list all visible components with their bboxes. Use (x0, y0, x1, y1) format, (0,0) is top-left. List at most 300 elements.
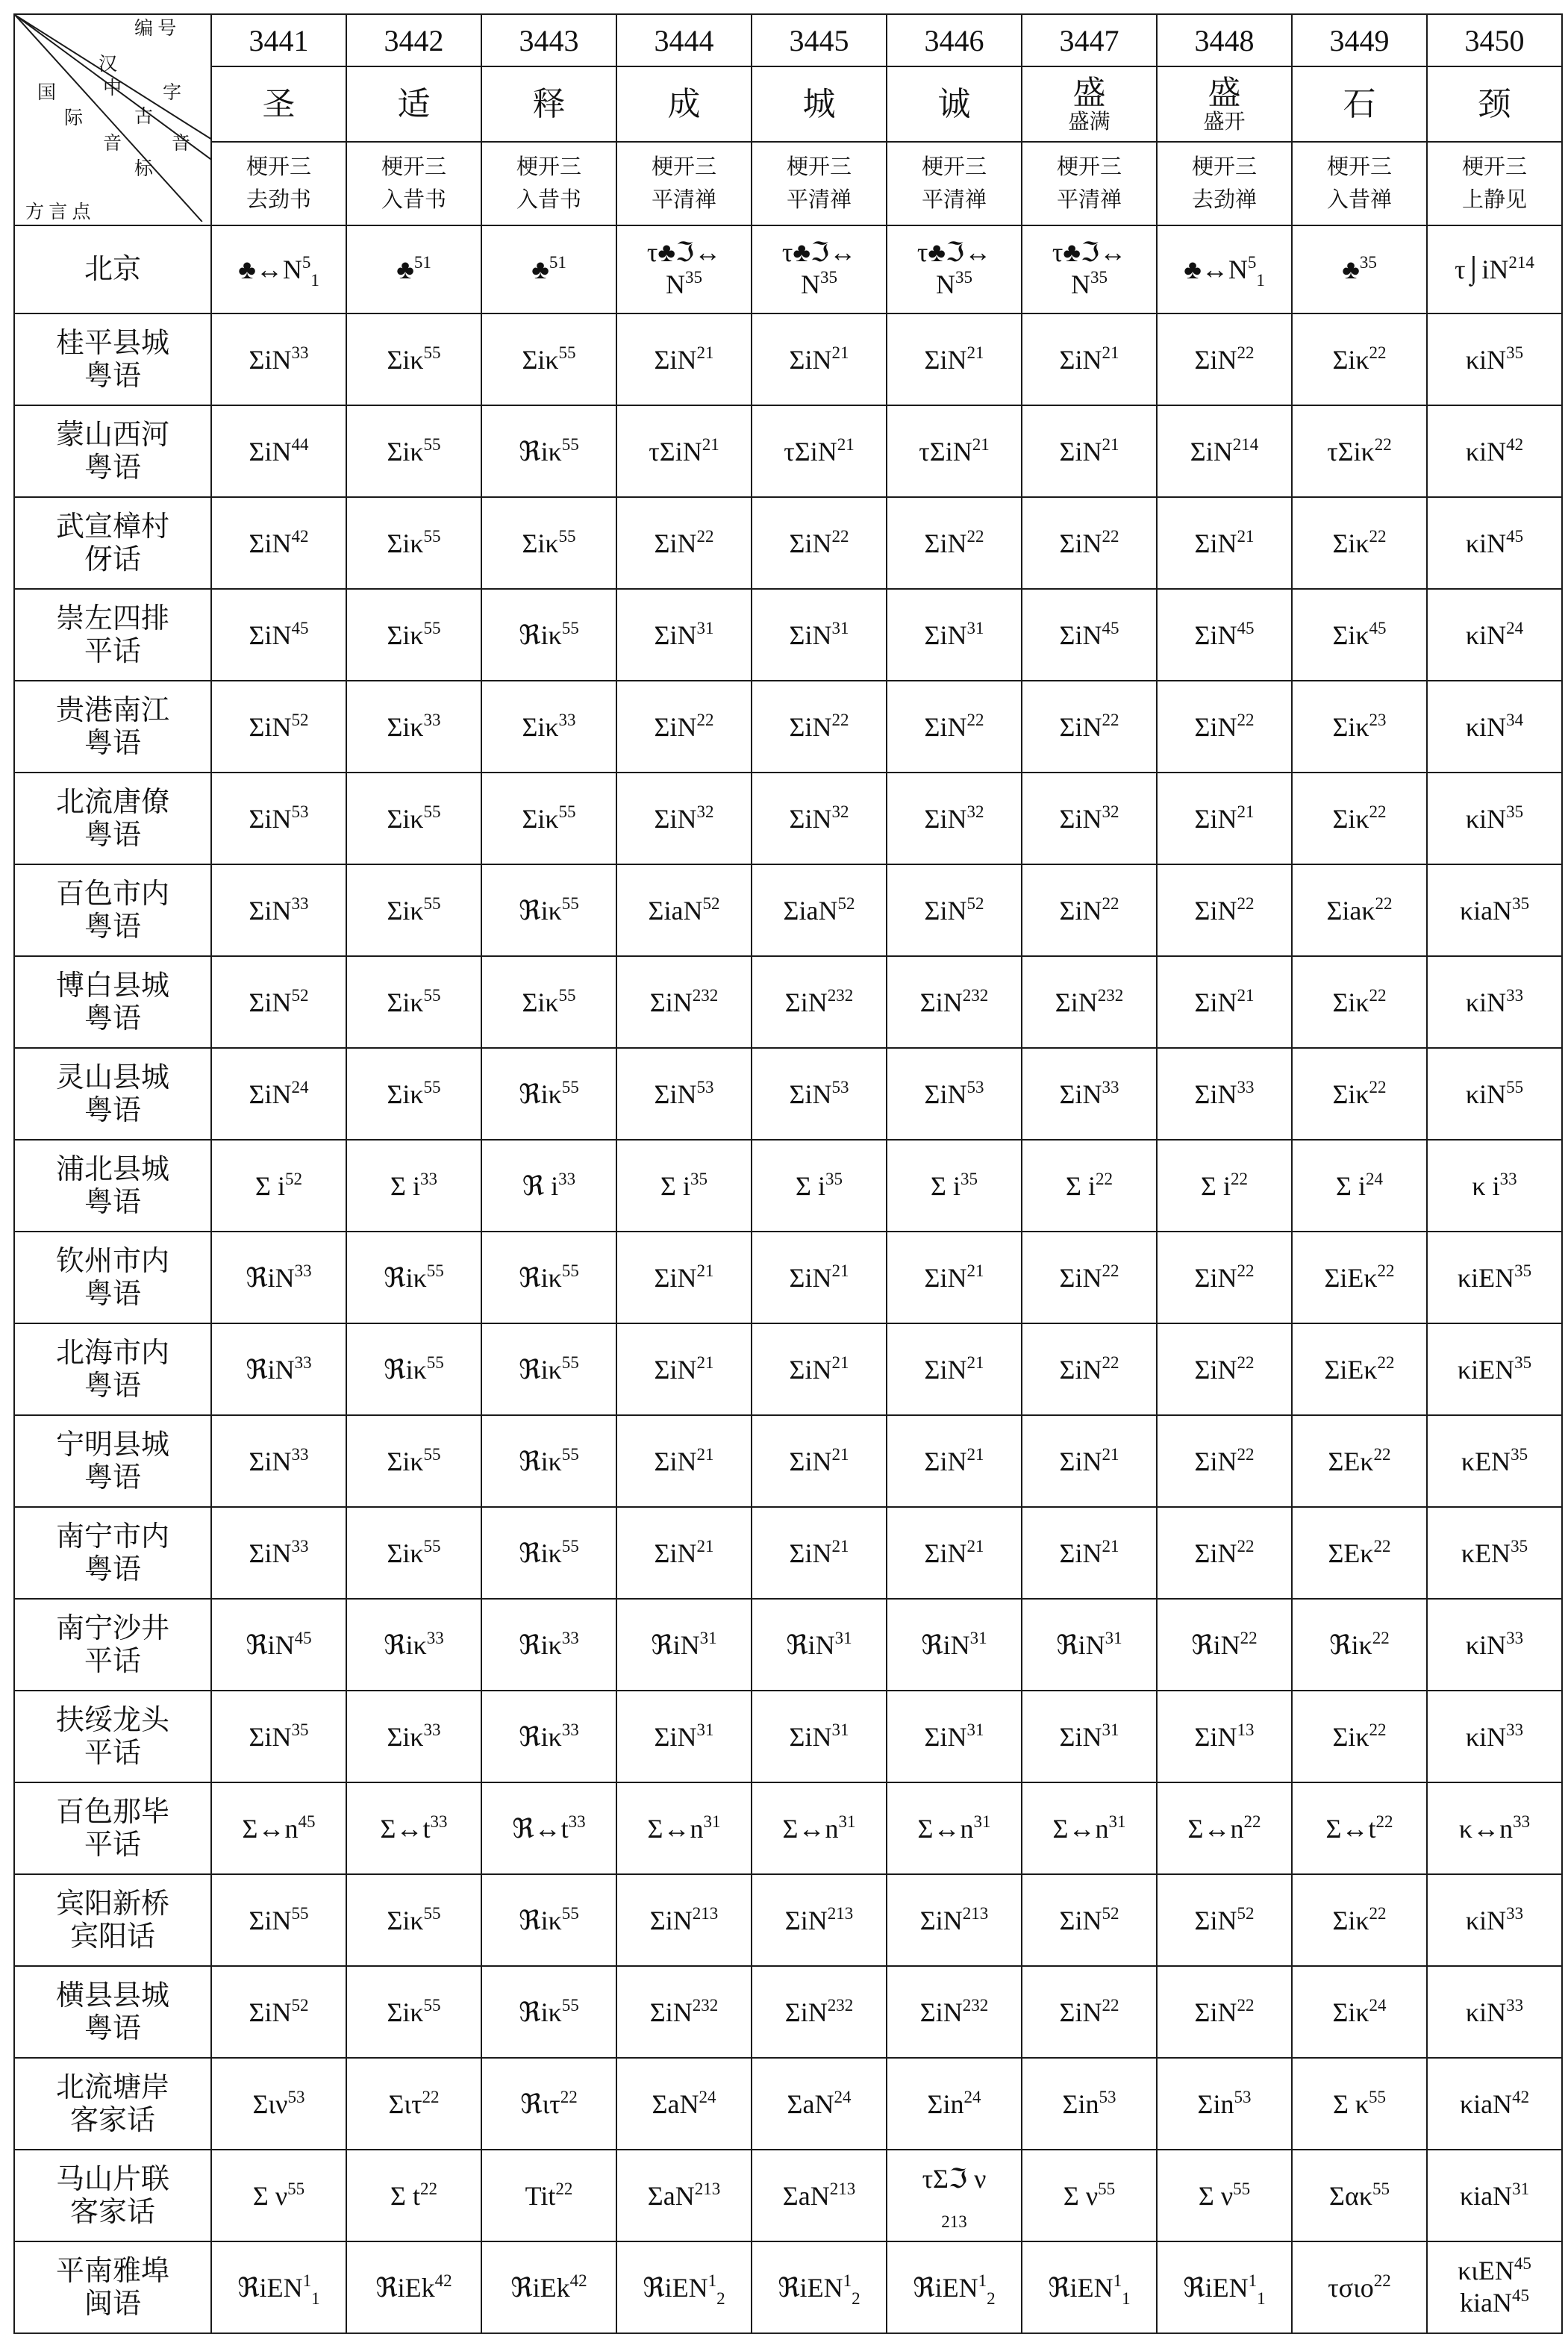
tone-value: 22 (1237, 1352, 1255, 1372)
pronunciation-main (1195, 345, 1255, 375)
pronunciation-text: ΣiN (1059, 528, 1102, 558)
pronunciation-cell (1022, 1140, 1157, 1232)
pronunciation-cell (1157, 1232, 1292, 1323)
pronunciation-text: ♣ (1342, 255, 1360, 284)
tone-value: 1 (978, 2271, 987, 2290)
pronunciation-text: ℜ i (522, 1170, 559, 1201)
pronunciation-cell (1292, 589, 1427, 681)
pronunciation-text: ΣiN (1194, 987, 1237, 1017)
pronunciation-text: kiaN (1460, 2287, 1512, 2318)
tone-subscript: 213 (941, 2212, 967, 2231)
mc-tone-initial: 入昔书 (381, 188, 446, 212)
tone-value: 53 (966, 1077, 984, 1096)
tone-value: 22 (1369, 1903, 1387, 1923)
column-number: 3441 (211, 14, 346, 66)
mc-tone-initial: 平清禅 (921, 188, 987, 212)
pronunciation-text: ΣiN (924, 620, 967, 650)
column-middle-chinese (1292, 142, 1427, 225)
pronunciation-text: Σiκ (1332, 620, 1369, 650)
pronunciation-main (1188, 1814, 1261, 1844)
pronunciation-main (928, 2089, 981, 2119)
tone-value: 22 (696, 710, 714, 729)
tone-value: 22 (1374, 434, 1392, 454)
tone-value: 22 (1369, 526, 1387, 546)
pronunciation-main (519, 893, 579, 926)
tone-value: 35 (291, 1720, 309, 1739)
pronunciation-cell (1292, 1415, 1427, 1507)
location-line: 桂平县城 (55, 327, 169, 359)
pronunciation-main (784, 434, 855, 467)
tone-value: 23 (1369, 710, 1387, 729)
mc-tone-initial: 去劲书 (246, 188, 311, 212)
dialect-row (14, 2241, 1562, 2333)
tone-value: 22 (1237, 1995, 1255, 2015)
tone-value: 45 (291, 618, 309, 637)
pronunciation-cell (752, 1691, 887, 1782)
character: 盛 (1208, 74, 1241, 111)
tone-value: 55 (558, 985, 576, 1005)
pronunciation-main (1060, 528, 1119, 558)
tone-value: 31 (966, 1720, 984, 1739)
pronunciation-text: Σ ν (252, 2180, 288, 2211)
pronunciation-cell (1427, 2241, 1562, 2333)
pronunciation-text: ΣiN (789, 1446, 832, 1476)
pronunciation-text: ΣiN (654, 528, 697, 558)
pronunciation-main (783, 1814, 856, 1844)
tone-value: 53 (696, 1077, 714, 1096)
pronunciation-cell (1427, 2150, 1562, 2241)
pronunciation-main (1059, 1903, 1119, 1935)
pronunciation-main (1063, 2181, 1115, 2211)
pronunciation-main (920, 1997, 988, 2027)
location-line: 宾阳新桥 (55, 1888, 169, 1920)
column-character (887, 66, 1022, 142)
character: 圣 (262, 85, 296, 122)
tone-value: 22 (1237, 1536, 1255, 1556)
pronunciation-cell (1157, 1966, 1292, 2058)
pronunciation-text: ♣↔N (238, 255, 302, 284)
location-line: 闽语 (84, 2288, 141, 2320)
corner-zi-label: 字 (163, 83, 182, 103)
pronunciation-cell (616, 2150, 752, 2241)
pronunciation-main (387, 1903, 441, 1935)
tone-value: 55 (423, 985, 441, 1005)
pronunciation-main (925, 1263, 984, 1293)
pronunciation-cell (752, 1874, 887, 1966)
pronunciation-main (519, 1997, 578, 2027)
tone-value: 24 (1365, 1169, 1383, 1188)
location-line: 南宁市内 (55, 1520, 169, 1553)
pronunciation-text: ΣiN (654, 711, 697, 742)
pronunciation-text: ΣiN (1055, 987, 1098, 1017)
pronunciation-main (790, 712, 849, 742)
tone-value: 31 (696, 1720, 714, 1739)
pronunciation-cell (481, 313, 616, 405)
pronunciation-text: Tit (525, 2180, 556, 2211)
pronunciation-cell (887, 864, 1022, 956)
pronunciation-main (519, 1538, 578, 1568)
column-number: 3448 (1157, 14, 1292, 66)
pronunciation-text: ΣiN (654, 1446, 697, 1476)
corner-han-label: 汉 (99, 54, 118, 75)
pronunciation-upper (1428, 2253, 1561, 2285)
column-character (481, 66, 616, 142)
dialect-location (14, 773, 211, 864)
location-line: 平话 (84, 635, 141, 667)
pronunciation-main (1466, 804, 1523, 834)
pronunciation-main (655, 620, 714, 650)
pronunciation-main (924, 1352, 984, 1385)
pronunciation-cell (1427, 1140, 1562, 1232)
pronunciation-main (924, 893, 984, 926)
pronunciation-text: τσιο (1328, 2272, 1374, 2303)
tone-value: 22 (419, 2179, 437, 2198)
pronunciation-main (1059, 434, 1119, 467)
location-line: 平南雅埠 (55, 2255, 169, 2287)
tone-value: 214 (1232, 434, 1259, 454)
tone-value: 33 (426, 1628, 444, 1647)
pronunciation-main (1332, 712, 1386, 742)
pronunciation-text: Σ↔n (917, 1813, 974, 1844)
corner-yin2-label: 音 (172, 134, 191, 154)
pronunciation-text: ΣEκ (1328, 1538, 1374, 1568)
pronunciation-cell (616, 313, 752, 405)
pronunciation-cell (616, 589, 752, 681)
tone-value: 22 (1237, 1444, 1255, 1464)
pronunciation-text: Σ t (390, 2180, 420, 2211)
pronunciation-main (384, 1352, 444, 1385)
pronunciation-text: N (801, 269, 820, 299)
tone-value: 31 (834, 1628, 852, 1647)
pronunciation-cell (1427, 1599, 1562, 1691)
mc-tone-initial: 入昔书 (516, 188, 581, 212)
tone-value: 52 (284, 1169, 302, 1188)
pronunciation-text: κiN (1465, 987, 1507, 1017)
tone-value: 22 (1095, 1169, 1113, 1188)
pronunciation-cell (616, 1966, 752, 2058)
dialect-row (14, 1048, 1562, 1140)
pronunciation-cell (887, 1048, 1022, 1140)
dialect-location (14, 2058, 211, 2150)
tone-value: 22 (1375, 1812, 1393, 1831)
pronunciation-main (790, 1722, 849, 1752)
pronunciation-cell (1022, 2150, 1157, 2241)
mc-rhyme-group: 梗开三 (516, 155, 581, 179)
tone-value: 33 (558, 710, 576, 729)
pronunciation-text: Σ↔t (380, 1813, 431, 1844)
pronunciation-text: ΣiN (249, 1905, 292, 1935)
tone-value: 22 (1237, 1261, 1255, 1280)
tone-value: 55 (423, 618, 441, 637)
dialect-row (14, 313, 1562, 405)
pronunciation-text: ΣiN (1059, 436, 1102, 467)
pronunciation-cell (616, 1782, 752, 1874)
pronunciation-main (784, 1903, 854, 1935)
pronunciation-cell (1022, 497, 1157, 589)
pronunciation-cell (752, 225, 887, 313)
tone-subscript: 1 (1122, 2288, 1131, 2308)
pronunciation-cell (481, 864, 616, 956)
mc-tone-initial: 去劲禅 (1191, 188, 1257, 212)
pronunciation-text: ΣaN (787, 2088, 834, 2119)
pronunciation-cell (1157, 864, 1292, 956)
pronunciation-main (925, 1538, 984, 1568)
pronunciation-text: Σiaκ (1326, 895, 1375, 926)
tone-value: 55 (558, 343, 576, 362)
pronunciation-text: κiN (1465, 1079, 1507, 1109)
pronunciation-cell (1292, 2058, 1427, 2150)
pronunciation-main (1342, 255, 1377, 284)
pronunciation-main (1459, 1814, 1530, 1844)
tone-value: 35 (820, 268, 837, 287)
tone-value: 22 (1373, 1536, 1391, 1556)
pronunciation-text: Σiκ (387, 1721, 424, 1752)
pronunciation-cell (1157, 2058, 1292, 2150)
pronunciation-main (925, 1079, 984, 1109)
mc-tone-initial: 平清禅 (1056, 188, 1122, 212)
pronunciation-main (1332, 1903, 1387, 1935)
pronunciation-main (925, 804, 984, 834)
tone-value: 32 (831, 802, 849, 821)
pronunciation-main (522, 345, 575, 375)
pronunciation-cell (1022, 1782, 1157, 1874)
dialect-location (14, 1323, 211, 1415)
pronunciation-text: ℜiN (246, 1262, 295, 1293)
pronunciation-text: Σ i (1336, 1170, 1366, 1201)
tone-value: 22 (1237, 893, 1255, 913)
pronunciation-main (1059, 1444, 1119, 1476)
tone-value: 52 (291, 1995, 309, 2015)
pronunciation-main (648, 893, 720, 926)
pronunciation-main (1328, 1444, 1391, 1476)
tone-value: 55 (561, 618, 579, 637)
tone-value: 22 (1102, 710, 1119, 729)
tone-value: 21 (966, 1261, 984, 1280)
pronunciation-main (387, 987, 440, 1017)
pronunciation-text: ΣiN (1194, 1446, 1237, 1476)
pronunciation-text: ℜiN (921, 1629, 970, 1660)
pronunciation-cell (1022, 1691, 1157, 1782)
pronunciation-main (1060, 1263, 1119, 1293)
pronunciation-main (1455, 255, 1534, 284)
pronunciation-main (1332, 804, 1386, 834)
pronunciation-text: ℜiN (246, 1629, 295, 1660)
pronunciation-cell (211, 681, 346, 773)
pronunciation-main (1466, 987, 1523, 1017)
tone-value: 52 (1237, 1903, 1255, 1923)
pronunciation-cell (1022, 773, 1157, 864)
pronunciation-main (790, 1263, 849, 1293)
pronunciation-text: ℜiκ (519, 1997, 562, 2027)
tone-value: 35 (1514, 1261, 1532, 1280)
tone-value: 22 (1102, 526, 1119, 546)
pronunciation-text: N (936, 269, 955, 299)
pronunciation-cell (1427, 1691, 1562, 1782)
pronunciation-cell (211, 956, 346, 1048)
pronunciation-upper (887, 2164, 1021, 2194)
mc-rhyme-group: 梗开三 (1461, 155, 1527, 179)
location-line: 平话 (84, 1645, 141, 1677)
pronunciation-main (654, 1352, 714, 1385)
pronunciation-cell (211, 2150, 346, 2241)
tone-value: 33 (1506, 1628, 1524, 1647)
pronunciation-text: Σiκ (387, 344, 424, 375)
pronunciation-main (388, 2089, 439, 2119)
column-middle-chinese (481, 142, 616, 225)
pronunciation-main (381, 1814, 448, 1844)
pronunciation-cell (1292, 1048, 1427, 1140)
pronunciation-cell (1157, 497, 1292, 589)
pronunciation-main (1332, 1722, 1386, 1752)
location-line: 粤语 (84, 1002, 141, 1035)
pronunciation-main (249, 345, 309, 375)
pronunciation-text: ΣiN (1194, 620, 1237, 650)
tone-value: 35 (1359, 253, 1377, 272)
pronunciation-text: κiN (1465, 1721, 1507, 1752)
pronunciation-cell (1157, 589, 1292, 681)
pronunciation-cell (1157, 1507, 1292, 1599)
pronunciation-text: Σiκ (1332, 711, 1369, 742)
pronunciation-main (1199, 2181, 1250, 2211)
pronunciation-main (789, 1352, 849, 1385)
pronunciation-main (1063, 2089, 1116, 2119)
pronunciation-cell (887, 1691, 1022, 1782)
pronunciation-text: Σiκ (1332, 1997, 1369, 2027)
character: 释 (532, 85, 566, 122)
tone-value: 22 (1102, 893, 1119, 913)
tone-value: 21 (702, 434, 719, 454)
pronunciation-cell (1292, 773, 1427, 864)
pronunciation-text: ΣiN (654, 803, 697, 834)
pronunciation-text: ΣiN (249, 620, 292, 650)
pronunciation-text: ΣiN (789, 1262, 832, 1293)
tone-value: 21 (1237, 526, 1255, 546)
character: 适 (397, 85, 431, 122)
pronunciation-text: ΣiN (1194, 1997, 1237, 2027)
pronunciation-main (1328, 1538, 1390, 1568)
location-line: 粤语 (84, 1186, 141, 1218)
pronunciation-cell (1427, 313, 1562, 405)
pronunciation-main (920, 987, 988, 1017)
tone-value: 32 (1102, 802, 1119, 821)
pronunciation-text: ℜiκ (519, 1262, 562, 1293)
pronunciation-cell (752, 1782, 887, 1874)
pronunciation-main (255, 1171, 302, 1201)
pronunciation-cell (887, 1966, 1022, 2058)
pronunciation-cell (1022, 313, 1157, 405)
pronunciation-text: ΣiN (1194, 895, 1237, 926)
pronunciation-text: ΣiN (1059, 711, 1102, 742)
pronunciation-cell (346, 313, 481, 405)
pronunciation-main (1458, 1263, 1531, 1293)
pronunciation-cell (346, 1415, 481, 1507)
pronunciation-main (1336, 1171, 1383, 1201)
pronunciation-text: κiN (1465, 1629, 1507, 1660)
pronunciation-cell (1427, 1966, 1562, 2058)
mc-rhyme-group: 梗开三 (921, 155, 987, 179)
tone-value: 45 (1237, 618, 1255, 637)
pronunciation-text: ΣiN (654, 344, 697, 375)
pronunciation-main (1191, 1630, 1257, 1660)
tone-value: 24 (1369, 1995, 1387, 2015)
pronunciation-cell (1157, 1048, 1292, 1140)
pronunciation-cell (616, 681, 752, 773)
tone-value: 42 (1506, 434, 1524, 454)
location-line: 伢话 (84, 543, 141, 575)
pronunciation-main (1457, 1352, 1532, 1385)
pronunciation-text: ΣiN (919, 1905, 963, 1935)
pronunciation-text: κiN (1465, 803, 1507, 834)
corner-zhong-label: 中 (103, 78, 122, 99)
pronunciation-text: Σ↔n (242, 1813, 299, 1844)
pronunciation-text: Σin (927, 2088, 964, 2119)
mc-rhyme-group: 梗开三 (651, 155, 716, 179)
tone-value: 22 (966, 710, 984, 729)
pronunciation-cell (1292, 1507, 1427, 1599)
mc-tone-initial: 上静见 (1461, 188, 1527, 212)
pronunciation-upper (887, 237, 1021, 267)
pronunciation-cell (1427, 956, 1562, 1048)
tone-value: 44 (291, 434, 309, 454)
location-line: 马山片联 (55, 2163, 169, 2195)
tone-value: 55 (561, 1995, 579, 2015)
pronunciation-main (249, 1079, 309, 1109)
pronunciation-text: N (666, 269, 685, 299)
pronunciation-cell (1022, 1415, 1157, 1507)
pronunciation-text: ΣiN (1194, 1905, 1237, 1935)
pronunciation-text: ΣiN (924, 1262, 967, 1293)
column-number: 3442 (346, 14, 481, 66)
pronunciation-cell (481, 1599, 616, 1691)
pronunciation-cell (481, 956, 616, 1048)
pronunciation-text: Σiκ (522, 803, 559, 834)
location-line: 粤语 (84, 1553, 141, 1585)
pronunciation-cell (752, 2241, 887, 2333)
pronunciation-text: Σ i (1201, 1170, 1231, 1201)
pronunciation-cell (1292, 1874, 1427, 1966)
pronunciation-main (387, 1722, 440, 1752)
pronunciation-text: κiN (1465, 344, 1507, 375)
pronunciation-text: ℜiκ (384, 1262, 427, 1293)
pronunciation-text: ℜiκ (519, 1079, 562, 1109)
pronunciation-cell (1157, 225, 1292, 313)
pronunciation-cell (887, 773, 1022, 864)
pronunciation-upper (752, 237, 886, 267)
pronunciation-main (520, 2089, 577, 2119)
corner-guo-label: 国 (37, 83, 57, 103)
pronunciation-cell (752, 773, 887, 864)
pronunciation-text: τΣiN (649, 436, 702, 467)
tone-value: 42 (291, 526, 309, 546)
tone-value: 52 (966, 893, 984, 913)
pronunciation-cell (1292, 1232, 1427, 1323)
tone-value: 232 (827, 985, 854, 1005)
pronunciation-text: ΣiN (789, 803, 832, 834)
pronunciation-cell (1427, 1232, 1562, 1323)
pronunciation-main (785, 987, 853, 1017)
pronunciation-main (790, 1538, 849, 1568)
pronunciation-main (249, 804, 309, 834)
pronunciation-cell (346, 1507, 481, 1599)
pronunciation-cell (1427, 497, 1562, 589)
location-line: 南宁沙井 (55, 1612, 169, 1644)
pronunciation-cell (346, 956, 481, 1048)
pronunciation-main (531, 255, 566, 284)
pronunciation-cell (211, 1966, 346, 2058)
character: 城 (802, 85, 836, 122)
pronunciation-text: Σ i (796, 1170, 825, 1201)
pronunciation-cell (887, 497, 1022, 589)
